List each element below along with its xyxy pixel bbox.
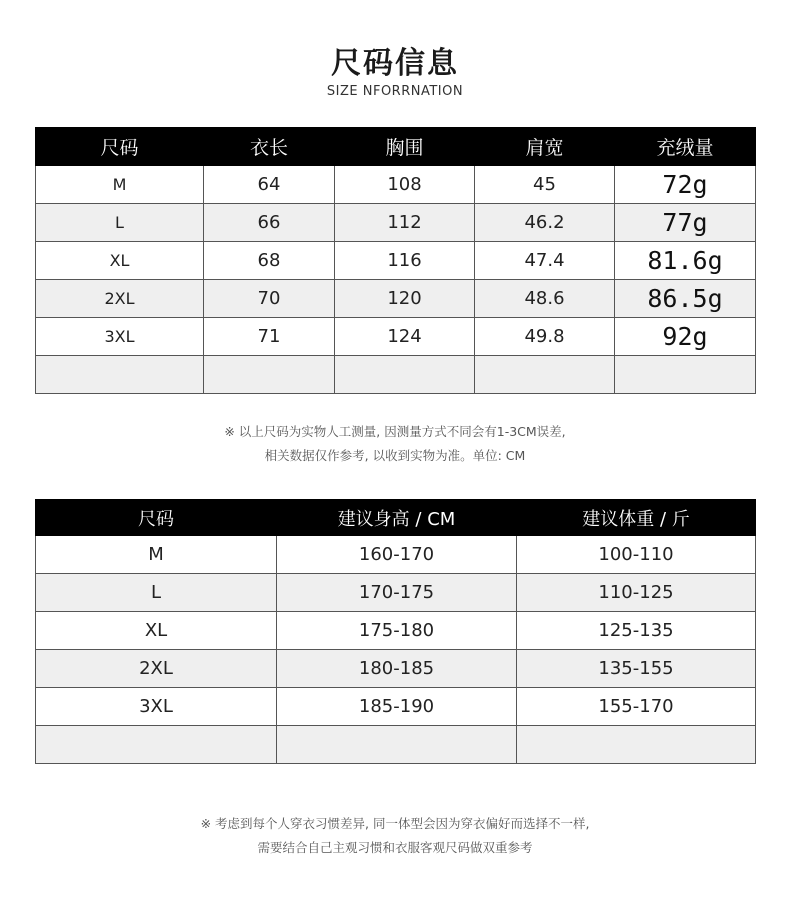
note-line: 相关数据仅作参考, 以收到实物为准。单位: CM	[264, 448, 526, 463]
empty-cell	[517, 726, 756, 764]
empty-cell	[615, 356, 756, 394]
page-subtitle: SIZE NFORRNATION	[326, 84, 464, 99]
height-cell: 180-185	[277, 650, 517, 688]
weight-cell: 110-125	[517, 574, 756, 612]
shoulder-cell: 48.6	[475, 280, 615, 318]
page-title: 尺码信息	[331, 46, 459, 81]
chest-cell: 116	[335, 242, 475, 280]
weight-cell: 100-110	[517, 536, 756, 574]
size-cell: 3XL	[36, 318, 204, 356]
size-cell: 2XL	[36, 650, 277, 688]
fill-weight-cell: 92g	[615, 318, 756, 356]
header-length: 衣长	[204, 128, 335, 166]
table-row	[36, 612, 756, 650]
height-cell: 185-190	[277, 688, 517, 726]
weight-cell: 125-135	[517, 612, 756, 650]
length-cell: 68	[204, 242, 335, 280]
empty-cell	[277, 726, 517, 764]
size-recommendation-table	[35, 499, 756, 764]
chest-cell: 120	[335, 280, 475, 318]
size-cell: 2XL	[36, 280, 204, 318]
size-cell: XL	[36, 612, 277, 650]
height-cell: 175-180	[277, 612, 517, 650]
empty-cell	[335, 356, 475, 394]
table-row	[36, 688, 756, 726]
table-row	[36, 204, 756, 242]
measurement-note	[0, 420, 790, 468]
header-height: 建议身高 / CM	[277, 500, 517, 536]
height-cell: 160-170	[277, 536, 517, 574]
size-cell: M	[36, 536, 277, 574]
size-cell: L	[36, 204, 204, 242]
table-row-empty	[36, 726, 756, 764]
shoulder-cell: 49.8	[475, 318, 615, 356]
header-chest: 胸围	[335, 128, 475, 166]
empty-cell	[36, 726, 277, 764]
length-cell: 70	[204, 280, 335, 318]
shoulder-cell: 46.2	[475, 204, 615, 242]
empty-cell	[475, 356, 615, 394]
header-weight: 建议体重 / 斤	[517, 500, 756, 536]
chest-cell: 108	[335, 166, 475, 204]
table-row	[36, 166, 756, 204]
length-cell: 64	[204, 166, 335, 204]
size-cell: M	[36, 166, 204, 204]
table-row	[36, 650, 756, 688]
table-header-row	[36, 500, 756, 536]
shoulder-cell: 45	[475, 166, 615, 204]
header-size: 尺码	[36, 500, 277, 536]
table-row-empty	[36, 356, 756, 394]
shoulder-cell: 47.4	[475, 242, 615, 280]
fill-weight-cell: 86.5g	[615, 280, 756, 318]
size-cell: L	[36, 574, 277, 612]
length-cell: 66	[204, 204, 335, 242]
empty-cell	[204, 356, 335, 394]
note-line: ※ 以上尺码为实物人工测量, 因测量方式不同会有1-3CM误差,	[224, 424, 566, 439]
chest-cell: 112	[335, 204, 475, 242]
table-header-row	[36, 128, 756, 166]
fill-weight-cell: 77g	[615, 204, 756, 242]
table-row	[36, 280, 756, 318]
height-cell: 170-175	[277, 574, 517, 612]
table-row	[36, 318, 756, 356]
fill-weight-cell: 81.6g	[615, 242, 756, 280]
header-fill-weight: 充绒量	[615, 128, 756, 166]
table-row	[36, 242, 756, 280]
fill-weight-cell: 72g	[615, 166, 756, 204]
chest-cell: 124	[335, 318, 475, 356]
header-shoulder: 肩宽	[475, 128, 615, 166]
note-line: ※ 考虑到每个人穿衣习惯差异, 同一体型会因为穿衣偏好而选择不一样,	[200, 816, 590, 831]
size-cell: XL	[36, 242, 204, 280]
fit-advice-note	[0, 812, 790, 860]
size-measurement-table	[35, 127, 756, 394]
length-cell: 71	[204, 318, 335, 356]
weight-cell: 135-155	[517, 650, 756, 688]
weight-cell: 155-170	[517, 688, 756, 726]
table-row	[36, 536, 756, 574]
size-cell: 3XL	[36, 688, 277, 726]
header-size: 尺码	[36, 128, 204, 166]
empty-cell	[36, 356, 204, 394]
table-row	[36, 574, 756, 612]
note-line: 需要结合自己主观习惯和衣服客观尺码做双重参考	[257, 840, 533, 855]
